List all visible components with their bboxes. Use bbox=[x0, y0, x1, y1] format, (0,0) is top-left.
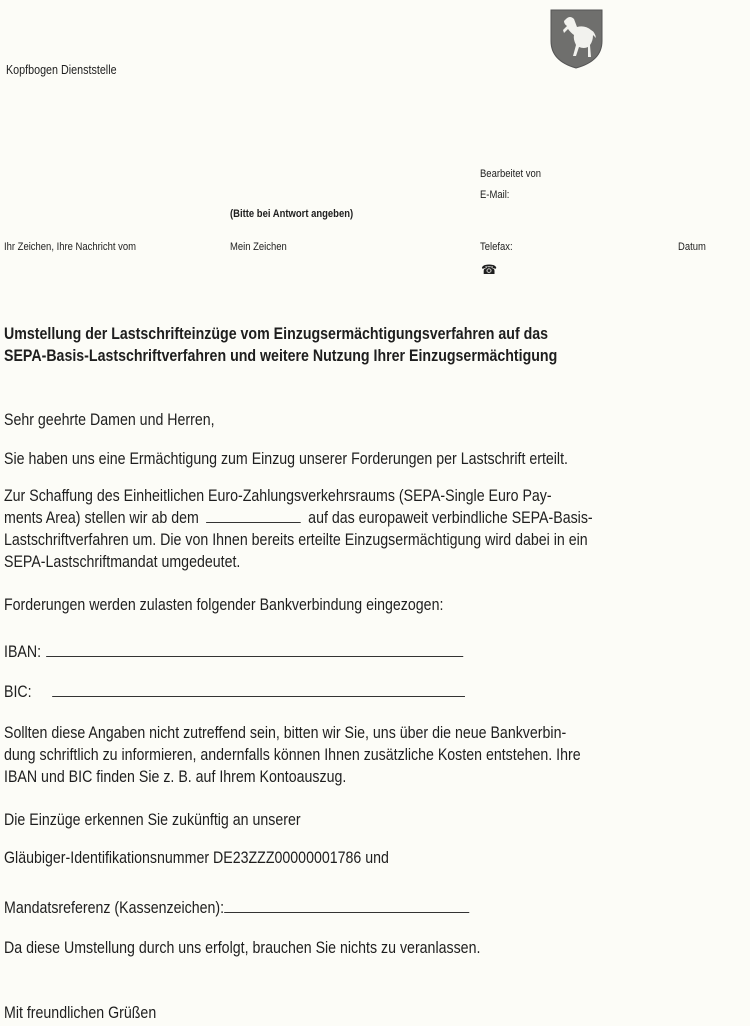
closing: Mit freundlichen Grüßen bbox=[4, 1004, 157, 1022]
mandate-row bbox=[4, 897, 469, 919]
your-reference-label: Ihr Zeichen, Ihre Nachricht vom bbox=[4, 241, 136, 253]
reference-note: (Bitte bei Antwort angeben) bbox=[230, 208, 354, 220]
bic-row bbox=[4, 681, 465, 703]
date-label: Datum bbox=[678, 241, 706, 253]
my-reference-label: Mein Zeichen bbox=[230, 241, 287, 253]
paragraph-4-line-1: Sollten diese Angaben nicht zutreffend sein, bitten wir Sie, uns über die neue Bankverbin- bbox=[4, 724, 567, 742]
paragraph-4-line-3: IBAN und BIC finden Sie z. B. auf Ihrem Kontoauszug. bbox=[4, 768, 347, 786]
telephone-icon: ☎ bbox=[481, 262, 498, 277]
bic-blank bbox=[52, 682, 465, 697]
mandate-label: Mandatsreferenz (Kassenzeichen): bbox=[4, 899, 225, 917]
paragraph-2-line-4: SEPA-Lastschriftmandat umgedeutet. bbox=[4, 553, 241, 571]
email-label: E-Mail: bbox=[480, 189, 510, 201]
office-name: Kopfbogen Dienststelle bbox=[6, 63, 117, 77]
paragraph-2-line-2 bbox=[4, 507, 593, 529]
start-date-blank bbox=[206, 508, 301, 523]
paragraph-1: Sie haben uns eine Ermächtigung zum Einzug unserer Forderungen per Lastschrift erteilt. bbox=[4, 450, 568, 468]
mandate-blank bbox=[224, 898, 469, 913]
subject-line-1: Umstellung der Lastschrifteinzüge vom Einzugsermächtigungsverfahren auf das bbox=[4, 325, 549, 343]
iban-row bbox=[4, 641, 463, 663]
iban-label: IBAN: bbox=[4, 643, 42, 661]
text: ments Area) stellen wir ab dem bbox=[4, 509, 199, 527]
fax-label: Telefax: bbox=[480, 241, 513, 253]
creditor-id: Gläubiger-Identifikationsnummer DE23ZZZ00000001786 und bbox=[4, 849, 389, 867]
paragraph-2-line-3: Lastschriftverfahren um. Die von Ihnen bereits erteilte Einzugsermächtigung wird dabei in ein bbox=[4, 531, 588, 549]
coat-of-arms-logo bbox=[550, 9, 603, 69]
paragraph-2-line-1: Zur Schaffung des Einheitlichen Euro-Zahlungsverkehrsraums (SEPA-Single Euro Pay- bbox=[4, 487, 552, 505]
paragraph-5: Die Einzüge erkennen Sie zukünftig an unserer bbox=[4, 811, 301, 829]
subject-line-2: SEPA-Basis-Lastschriftverfahren und weitere Nutzung Ihrer Einzugsermächtigung bbox=[4, 347, 558, 365]
text: auf das europaweit verbindliche SEPA-Basis- bbox=[308, 509, 593, 527]
paragraph-3: Forderungen werden zulasten folgender Bankverbindung eingezogen: bbox=[4, 596, 444, 614]
salutation: Sehr geehrte Damen und Herren, bbox=[4, 411, 215, 429]
paragraph-7: Da diese Umstellung durch uns erfolgt, brauchen Sie nichts zu veranlassen. bbox=[4, 939, 481, 957]
bic-label: BIC: bbox=[4, 683, 32, 701]
processed-by-label: Bearbeitet von bbox=[480, 168, 542, 180]
iban-blank bbox=[46, 642, 463, 657]
paragraph-4-line-2: dung schriftlich zu informieren, andernfalls können Ihnen zusätzliche Kosten entstehen. Ihre bbox=[4, 746, 581, 764]
